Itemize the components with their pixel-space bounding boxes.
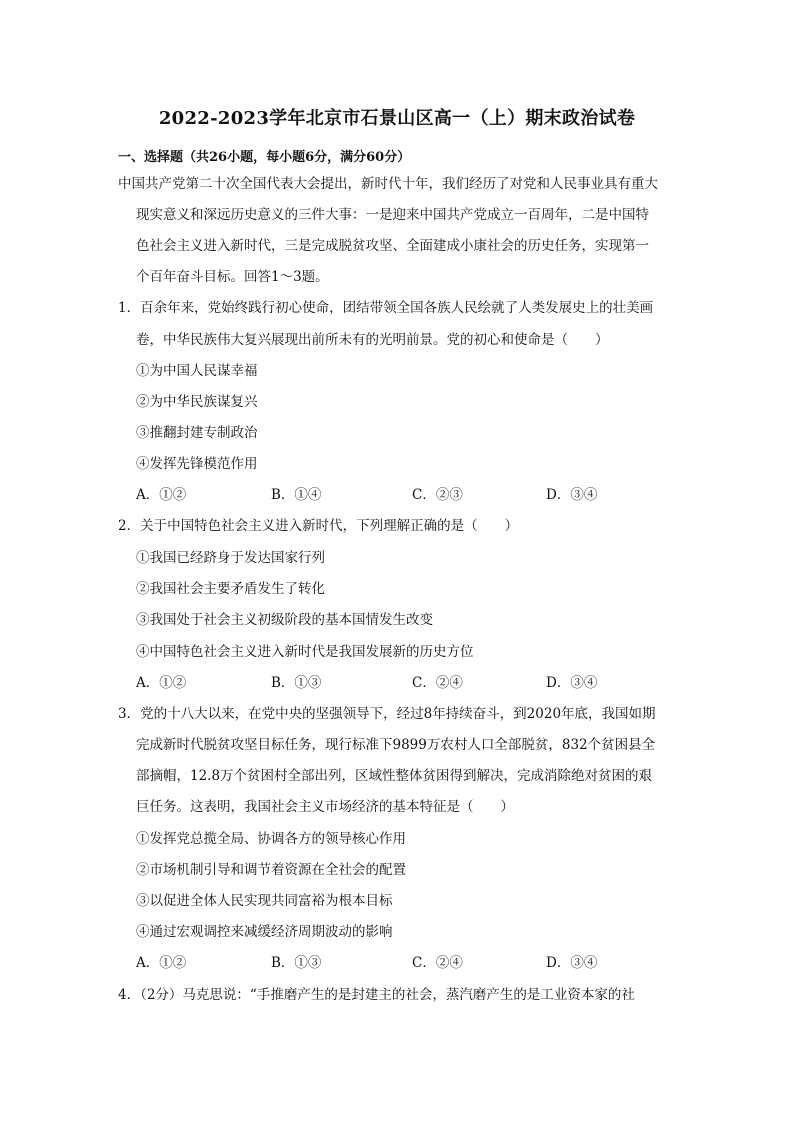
- question-2-item: ③我国处于社会主义初级阶段的基本国情发生改变: [136, 612, 433, 628]
- question-3-option-a: A．①②: [136, 955, 187, 971]
- intro-line: 个百年奋斗目标。回答1～3题。: [136, 269, 329, 285]
- question-2-item: ④中国特色社会主义进入新时代是我国发展新的历史方位: [136, 644, 474, 660]
- question-3-option-c: C．②④: [412, 955, 463, 971]
- question-3-stem: 巨任务。这表明，我国社会主义市场经济的基本特征是（ ）: [136, 799, 514, 815]
- question-2-option-b: B．①③: [271, 675, 322, 691]
- question-1-option-a: A．①②: [136, 487, 187, 503]
- question-2-stem: 2．关于中国特色社会主义进入新时代，下列理解正确的是（ ）: [118, 518, 519, 534]
- question-3-item: ①发挥党总揽全局、协调各方的领导核心作用: [136, 831, 406, 847]
- question-1-option-b: B．①④: [271, 487, 322, 503]
- question-2-option-c: C．②④: [412, 675, 463, 691]
- intro-line: 中国共产党第二十次全国代表大会提出，新时代十年，我们经历了对党和人民事业具有重大: [118, 176, 658, 192]
- question-3-stem: 3．党的十八大以来，在党中央的坚强领导下，经过8年持续奋斗，到2020年底，我国如期: [118, 706, 656, 722]
- question-4-stem: 4．（2分）马克思说：“手推磨产生的是封建主的社会，蒸汽磨产生的是工业资本家的社: [118, 987, 635, 1003]
- question-2-option-a: A．①②: [136, 675, 187, 691]
- question-1-item: ②为中华民族谋复兴: [136, 394, 258, 410]
- question-1-option-d: D．③④: [546, 487, 598, 503]
- question-1-stem: 1．百余年来，党始终践行初心使命，团结带领全国各族人民绘就了人类发展史上的壮美画: [118, 300, 654, 316]
- intro-line: 现实意义和深远历史意义的三件大事：一是迎来中国共产党成立一百周年，二是中国特: [136, 207, 649, 223]
- question-1-option-c: C．②③: [412, 487, 463, 503]
- intro-line: 色社会主义进入新时代，三是完成脱贫攻坚、全面建成小康社会的历史任务，实现第一: [136, 238, 649, 254]
- question-2-option-d: D．③④: [546, 675, 598, 691]
- question-1-stem: 卷，中华民族伟大复兴展现出前所未有的光明前景。党的初心和使命是（ ）: [136, 332, 609, 348]
- question-2-item: ②我国社会主要矛盾发生了转化: [136, 581, 325, 597]
- section-heading: 一、选择题（共26小题，每小题6分，满分60分）: [118, 150, 411, 165]
- question-2-item: ①我国已经跻身于发达国家行列: [136, 550, 325, 566]
- question-1-item: ③推翻封建专制政治: [136, 425, 258, 441]
- question-3-stem: 部摘帽，12.8万个贫困村全部出列，区域性整体贫困得到解决，完成消除绝对贫困的艰: [136, 768, 653, 784]
- question-3-option-b: B．①③: [271, 955, 322, 971]
- question-3-item: ③以促进全体人民实现共同富裕为根本目标: [136, 893, 393, 909]
- question-3-item: ④通过宏观调控来减缓经济周期波动的影响: [136, 924, 393, 940]
- question-3-option-d: D．③④: [546, 955, 598, 971]
- page-title: 2022-2023学年北京市石景山区高一（上）期末政治试卷: [158, 108, 636, 129]
- question-3-item: ②市场机制引导和调节着资源在全社会的配置: [136, 862, 406, 878]
- question-3-stem: 完成新时代脱贫攻坚目标任务，现行标准下9899万农村人口全部脱贫，832个贫困县全: [136, 737, 656, 753]
- question-1-item: ①为中国人民谋幸福: [136, 363, 258, 379]
- question-1-item: ④发挥先锋模范作用: [136, 456, 258, 472]
